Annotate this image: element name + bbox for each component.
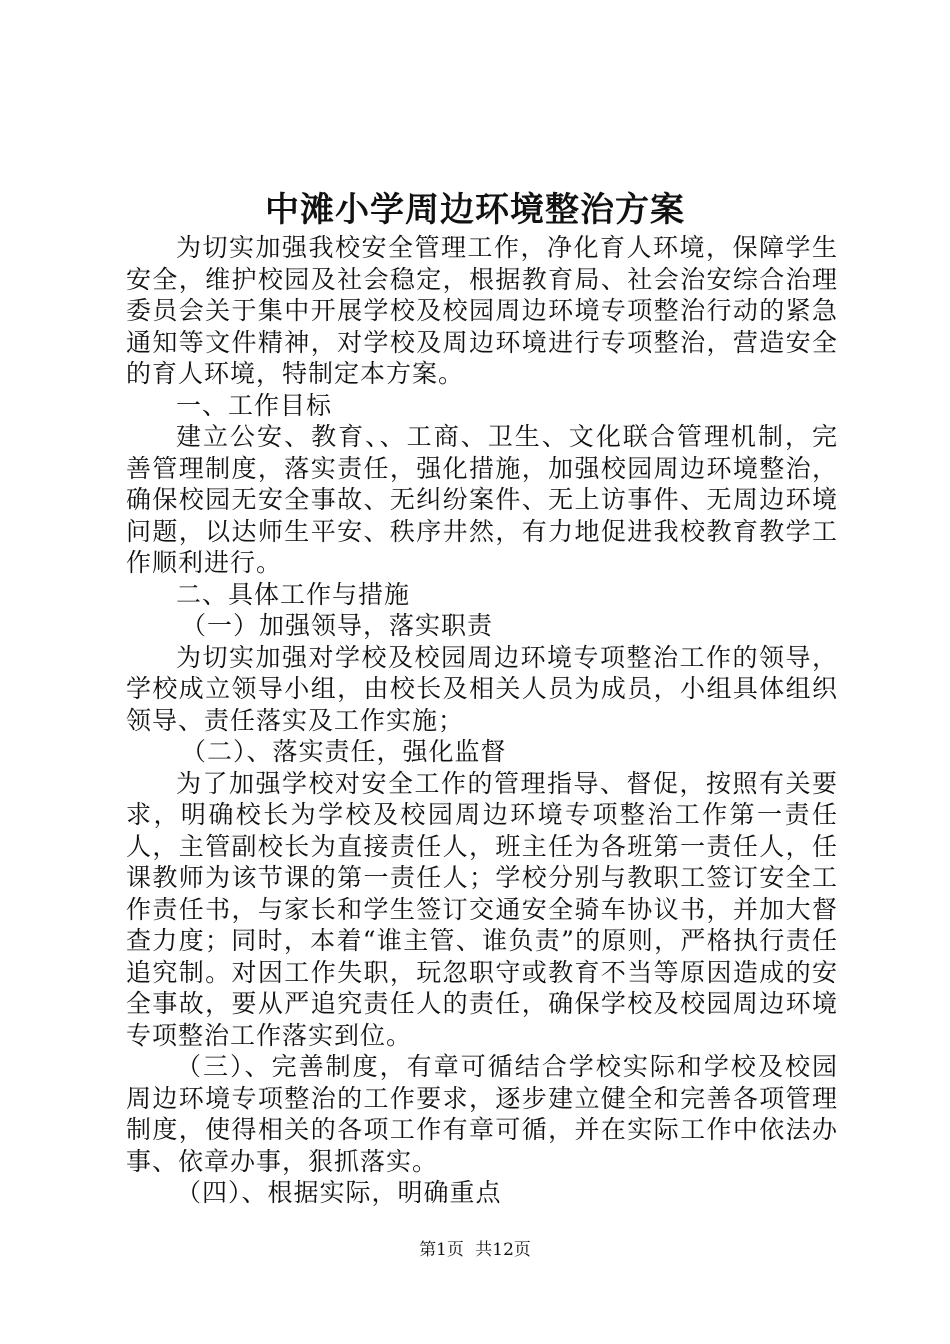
page-total: 共12页 [475,1240,531,1260]
subsection-heading-responsibility: （二）、落实责任，强化监督 [181,737,507,766]
subsection-heading-leadership: （一）加强领导，落实职责 [181,611,494,640]
page-footer [0,1238,950,1262]
section-heading-measures: 二、具体工作与措施 [176,579,411,609]
document-title: 中滩小学周边环境整治方案 [265,190,685,230]
paragraph-goals: 建立公安、教育、、工商、卫生、文化联合管理机制，完善管理制度，落实责任，强化措施，加强校园周边环境整治，确保校园无安全事故、无纠纷案件、无上访事件、无周边环境问题，以达师生平安、秩序井然，有力地促进我校教育教学工作顺利进行。 [126,422,838,577]
paragraph-responsibility: 为了加强学校对安全工作的管理指导、督促，按照有关要求，明确校长为学校及校园周边环境专项整治工作第一责任人，主管副校长为直接责任人，班主任为各班第一责任人，任课教师为该节课的第一责任人；学校分别与教职工签订安全工作责任书，与家长和学生签订交通安全骑车协议书，并加大督查力度；同时，本着“谁主管、谁负责”的原则，严格执行责任追究制。对因工作失职，玩忽职守或教育不当等原因造成的安全事故，要从严追究责任人的责任，确保学校及校园周边环境专项整治工作落实到位。 [126,768,838,1050]
document-body [126,232,838,1209]
paragraph-intro: 为切实加强我校安全管理工作，净化育人环境，保障学生安全，维护校园及社会稳定，根据教育局、社会治安综合治理委员会关于集中开展学校及校园周边环境专项整治行动的紧急通知等文件精神，对学校及周边环境进行专项整治，营造安全的育人环境，特制定本方案。 [126,233,838,388]
paragraph-leadership: 为切实加强对学校及校园周边环境专项整治工作的领导，学校成立领导小组，由校长及相关人员为成员，小组具体组织领导、责任落实及工作实施； [126,642,838,735]
subsection-heading-priorities: （四）、根据实际，明确重点 [176,1178,502,1207]
paragraph-regulations: （三）、完善制度，有章可循结合学校实际和学校及校园周边环境专项整治的工作要求，逐步建立健全和完善各项管理制度，使得相关的各项工作有章可循，并在实际工作中依法办事、依章办事，狠抓落实。 [126,1052,838,1176]
section-heading-goals: 一、工作目标 [176,390,333,420]
page-number: 第1页 [419,1240,464,1260]
